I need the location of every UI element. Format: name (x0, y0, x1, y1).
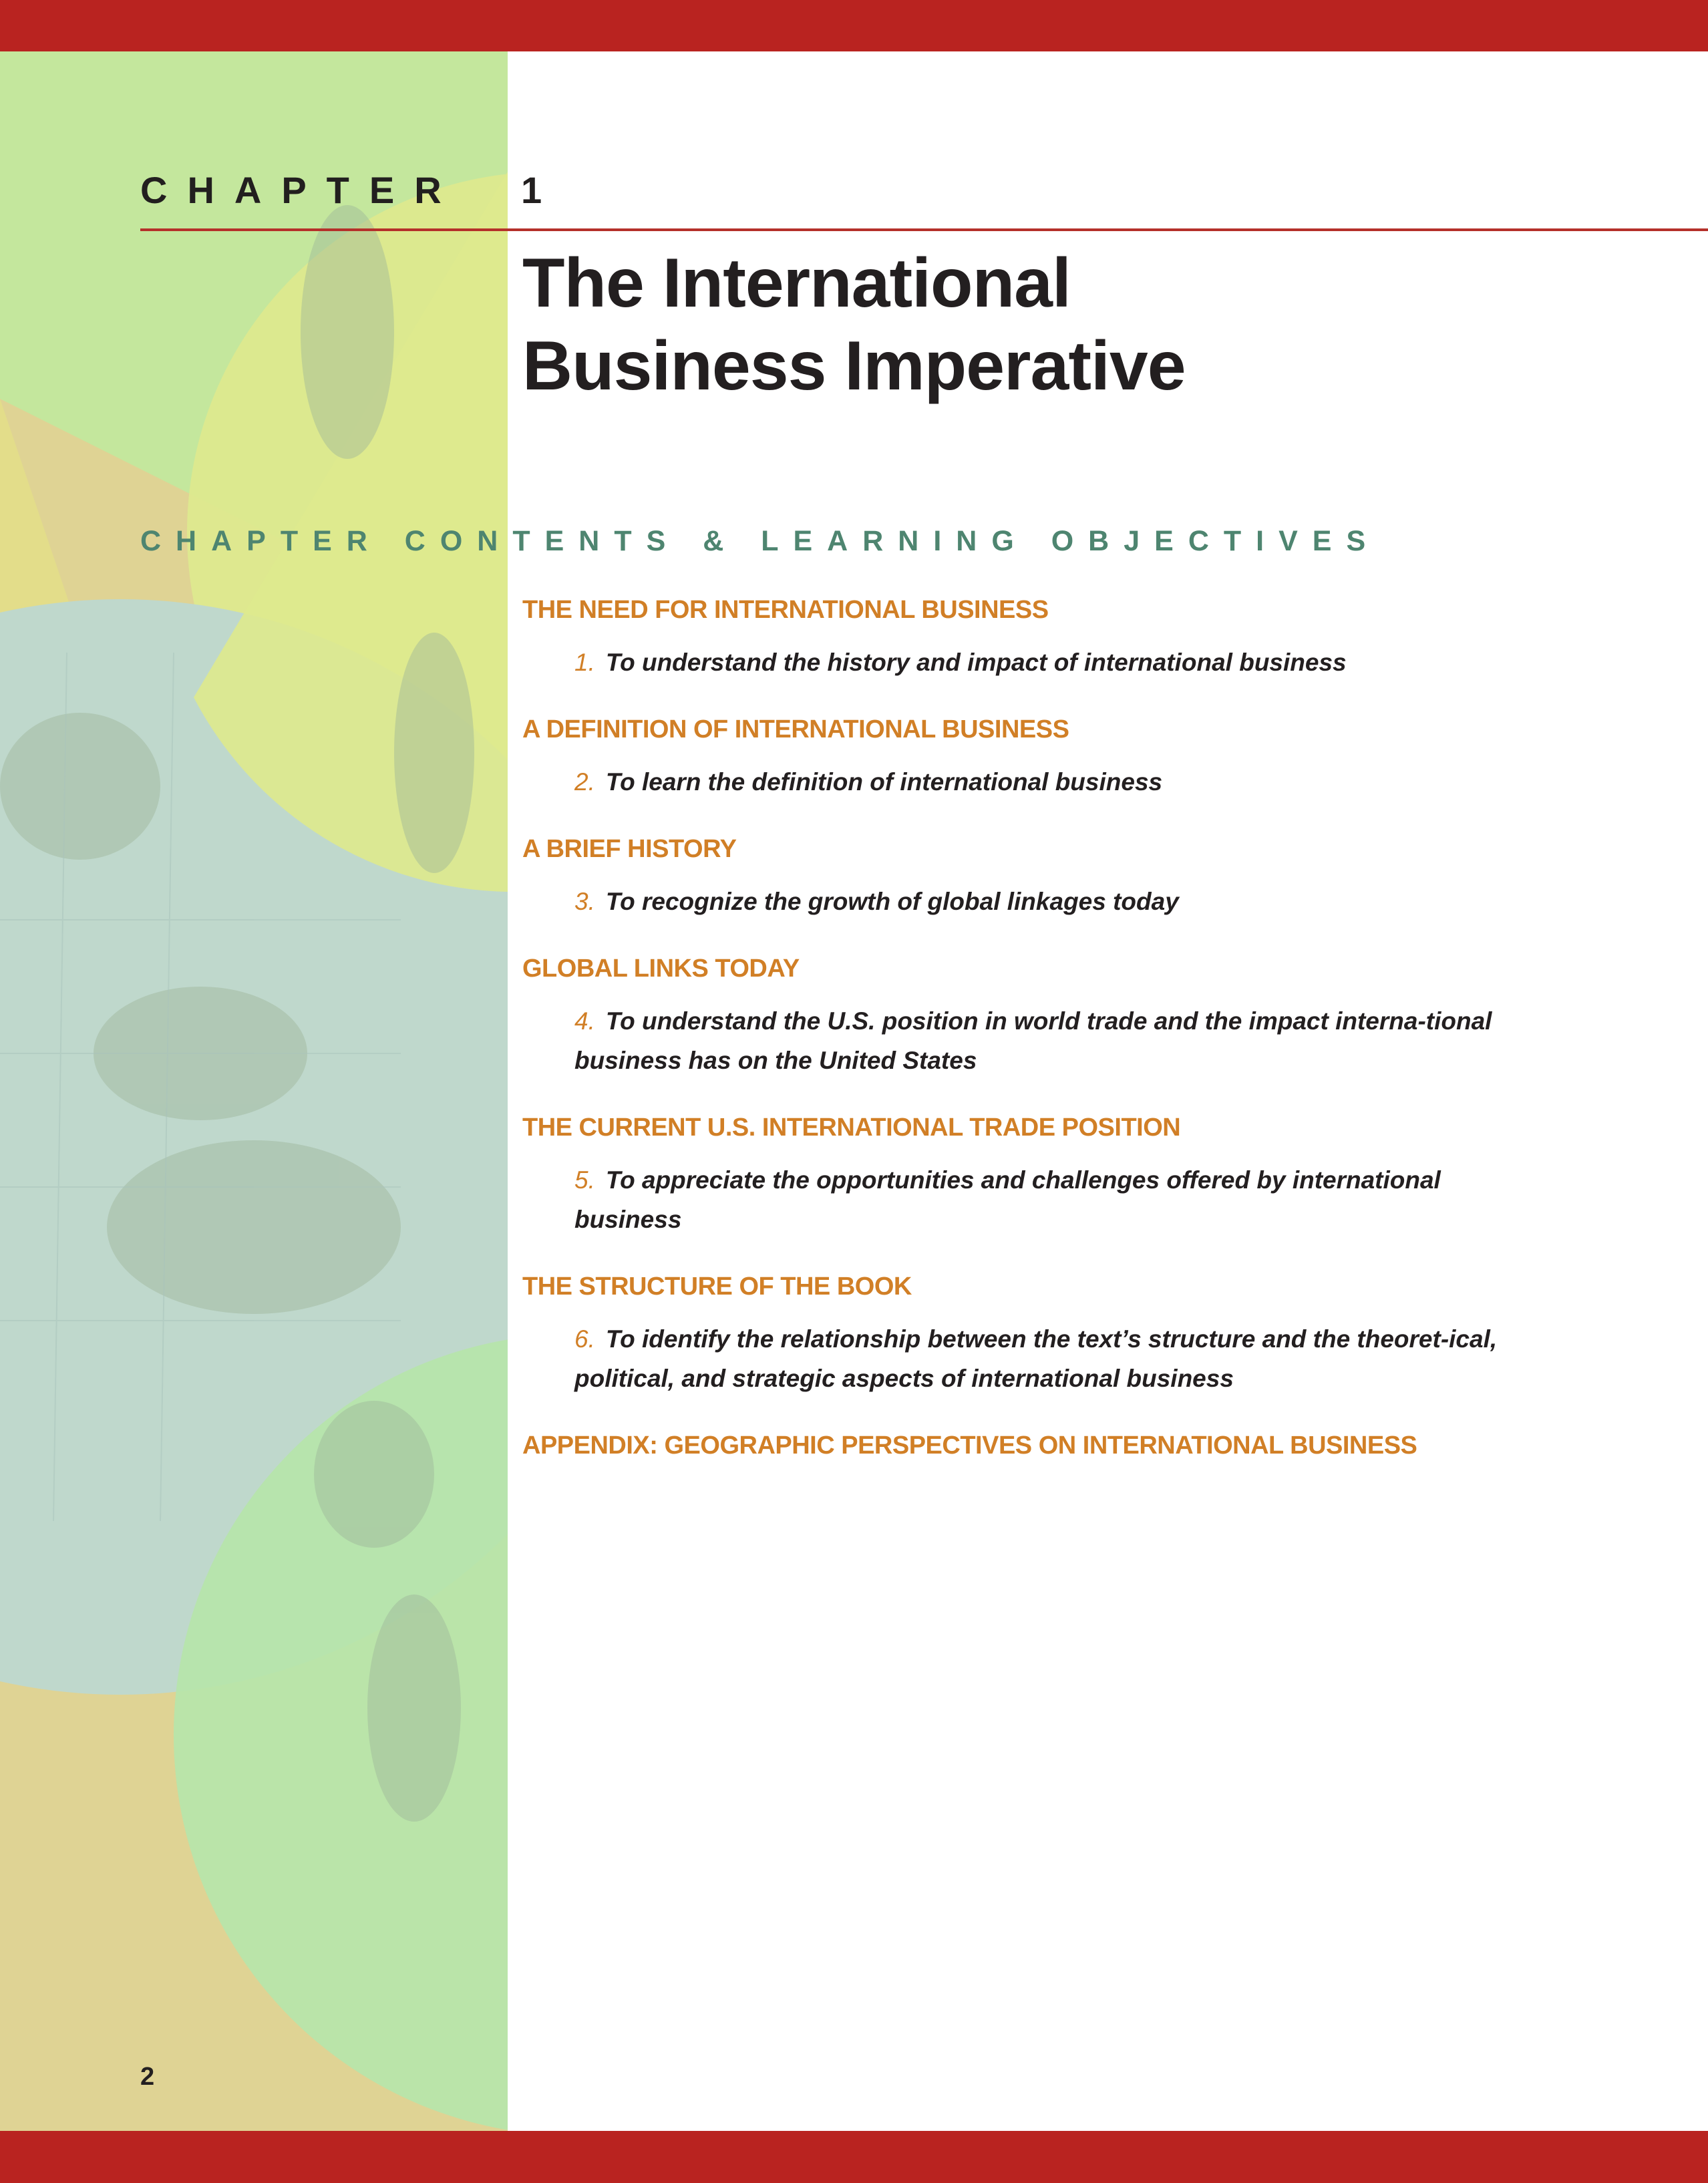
toc-section-title: A BRIEF HISTORY (522, 835, 737, 863)
page-number: 2 (140, 2063, 155, 2091)
contents-heading: CHAPTER CONTENTS & LEARNING OBJECTIVES (140, 525, 1381, 557)
chapter-label: CHAPTER (140, 169, 462, 211)
learning-objective (574, 882, 1510, 921)
toc-section-title: A DEFINITION OF INTERNATIONAL BUSINESS (522, 715, 1069, 743)
learning-objective (574, 643, 1510, 682)
globe-illustration-panel (0, 51, 508, 2131)
globe-illustration (0, 51, 508, 2131)
chapter-rule-divider (140, 228, 1708, 231)
learning-objective (574, 762, 1510, 802)
chapter-number: 1 (521, 169, 542, 211)
learning-objective (574, 1319, 1510, 1398)
objective-text: To identify the relationship between the text’s structure and the theoret-ical, political, and strategic aspects of international business (574, 1325, 1498, 1392)
objective-text: To understand the history and impact of international business (605, 649, 1347, 676)
toc-section-title: THE NEED FOR INTERNATIONAL BUSINESS (522, 596, 1049, 624)
objective-number: 5. (574, 1166, 595, 1194)
objective-text: To recognize the growth of global linkages today (605, 888, 1179, 915)
learning-objective (574, 1160, 1510, 1239)
objective-text: To appreciate the opportunities and challenges offered by international business (574, 1166, 1441, 1233)
objective-number: 3. (574, 888, 595, 915)
objective-text: To learn the definition of international business (605, 768, 1163, 796)
toc-appendix-title: APPENDIX: GEOGRAPHIC PERSPECTIVES ON INTERNATIONAL BUSINESS (522, 1432, 1417, 1460)
learning-objective (574, 1001, 1510, 1080)
chapter-title-line-2: Business Imperative (522, 327, 1186, 405)
toc-section-title: THE CURRENT U.S. INTERNATIONAL TRADE POSITION (522, 1114, 1181, 1142)
objective-number: 2. (574, 768, 595, 796)
toc-section-title: GLOBAL LINKS TODAY (522, 955, 800, 983)
objective-text: To understand the U.S. position in world trade and the impact interna-tional business has on the United States (574, 1007, 1492, 1074)
objective-number: 4. (574, 1007, 595, 1035)
toc-section-title: THE STRUCTURE OF THE BOOK (522, 1273, 912, 1301)
table-of-contents (522, 593, 1511, 1462)
objective-number: 6. (574, 1325, 595, 1353)
top-red-band (0, 0, 1708, 51)
bottom-red-band (0, 2131, 1708, 2183)
objective-number: 1. (574, 649, 595, 676)
chapter-title (522, 242, 1524, 407)
chapter-title-line-1: The International (522, 244, 1071, 322)
